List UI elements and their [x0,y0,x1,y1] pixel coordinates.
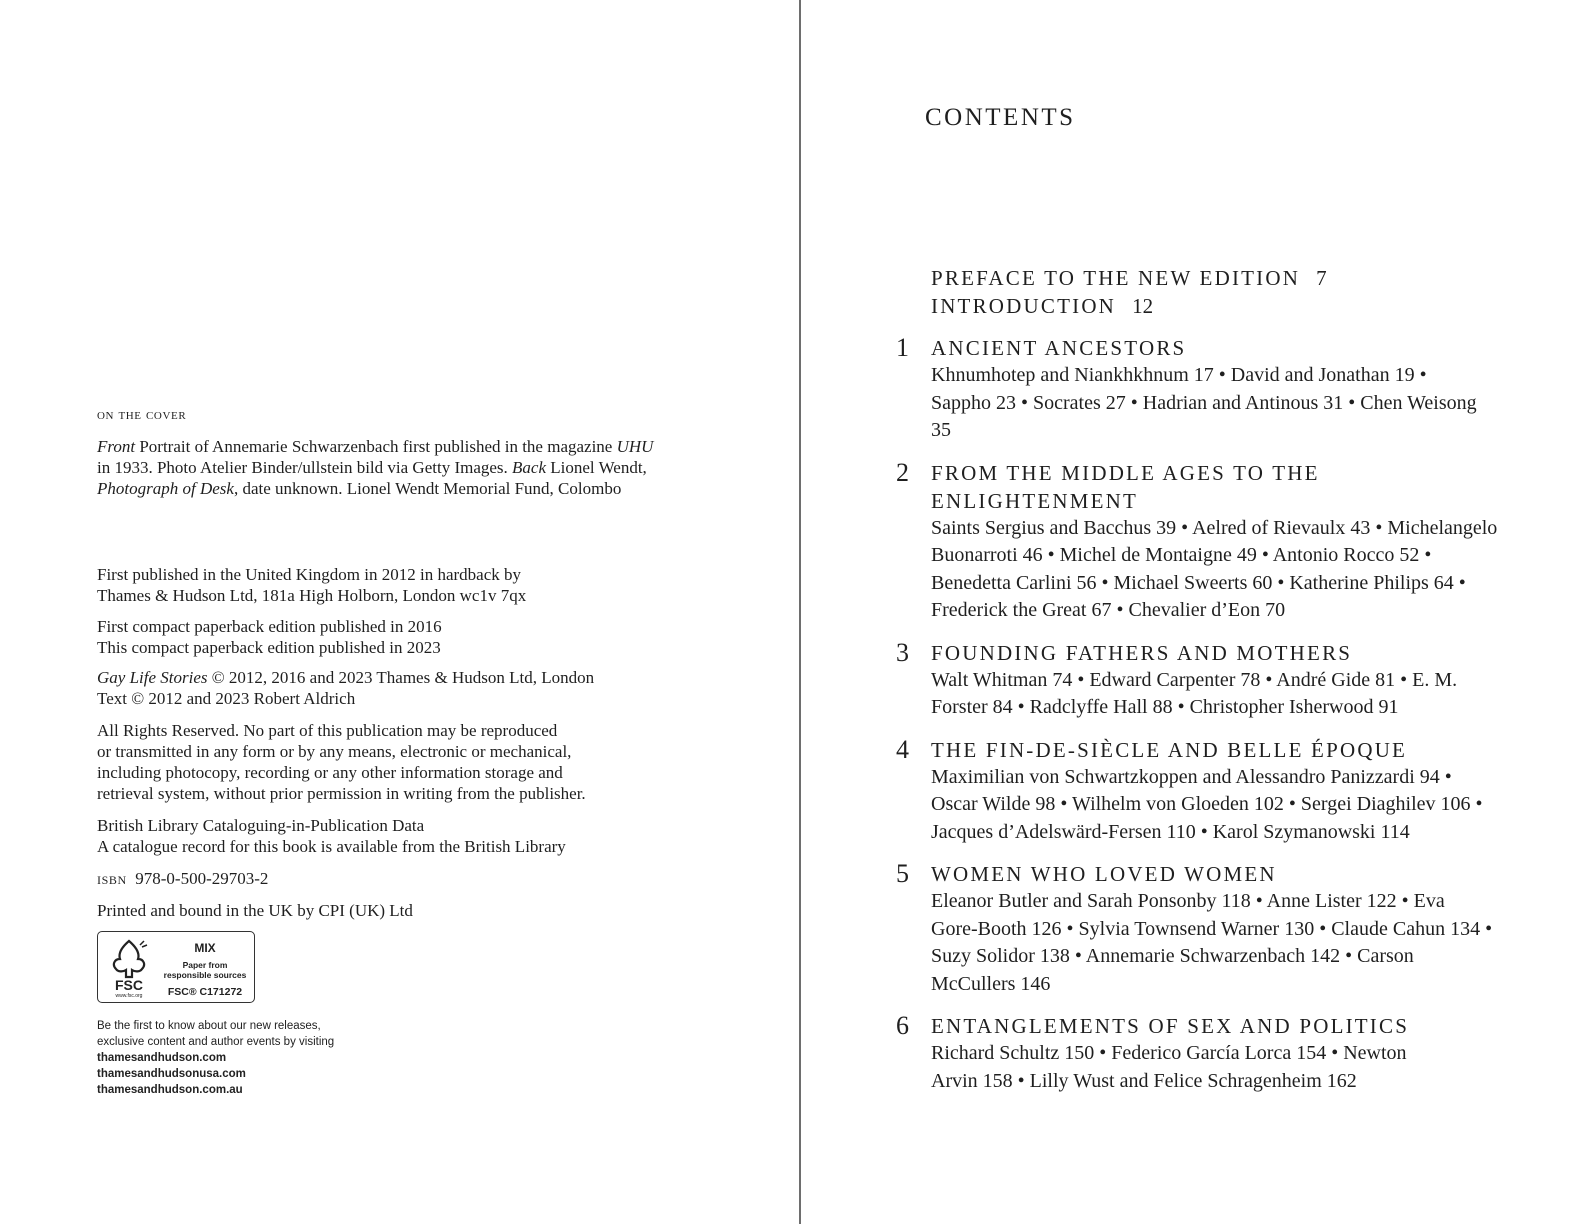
preface-page: 7 [1316,266,1327,290]
chapter-entries: Eleanor Butler and Sarah Ponsonby 118 • Anne Lister 122 • Eva Gore-Booth 126 • Sylvia Townsend Warner 130 • Claude Cahun 134 • Suzy Solidor 138 • Annemarie Schwarzenbach 142 • Carson McCullers 146 [931,890,1493,995]
printer-info: Printed and bound in the UK by CPI (UK) Ltd [97,901,413,920]
introduction-page: 12 [1132,294,1154,318]
front-matter [896,264,1556,320]
published-line2: Thames & Hudson Ltd, 181a High Holborn, London wc1v 7qx [97,586,527,605]
toc-chapter-4 [896,736,1556,847]
website-link-usa[interactable]: thamesandhudsonusa.com [97,1068,246,1080]
chapter-entries: Khnumhotep and Niankhkhnum 17 • David and Jonathan 19 • Sappho 23 • Socrates 27 • Hadrian and Antinous 31 • Chen Weisong 35 [931,364,1477,441]
british-library-info [97,815,657,857]
chapter-number: 4 [896,734,909,764]
copyright-text: © 2012, 2016 and 2023 Thames & Hudson Ltd, London [207,668,595,687]
toc-entry-introduction [931,292,1556,320]
toc-chapter-2 [896,459,1556,625]
chapter-title: FOUNDING FATHERS AND MOTHERS [931,640,1353,665]
cover-credits [97,436,657,499]
chapter-entries: Maximilian von Schwartzkoppen and Alessandro Panizzardi 94 • Oscar Wilde 98 • Wilhelm von Gloeden 102 • Sergei Diaghilev 106 • Jacques d’Adelswärd-Fersen 110 • Karol Szymanowski 114 [931,765,1483,843]
cover-back-work: Photograph of Desk [97,479,234,498]
copyright-title: Gay Life Stories [97,668,208,687]
chapter-title: ANCIENT ANCESTORS [931,336,1187,360]
promo-line2: exclusive content and author events by visiting [97,1036,335,1048]
isbn-label: isbn [97,869,127,888]
chapter-number: 5 [896,859,909,888]
fsc-brand: FSC [115,977,143,993]
cover-front-label: Front [97,437,136,456]
cover-back-label: Back [512,458,547,477]
promo-line1: Be the first to know about our new releases, [97,1020,321,1032]
preface-title: PREFACE TO THE NEW EDITION [931,266,1301,290]
fsc-code: FSC® C171272 [167,986,243,998]
introduction-title: INTRODUCTION [931,294,1117,318]
fsc-paper-line1: Paper from [182,960,228,970]
cover-front-text: Portrait of Annemarie Schwarzenbach first published in the magazine [135,437,617,456]
bl-line2: A catalogue record for this book is available from the British Library [97,837,566,856]
rights-line2: or transmitted in any form or by any means, electronic or mechanical, [97,742,572,761]
toc-chapter-3 [896,639,1556,722]
cover-back-text: Lionel Wendt, [546,458,647,477]
rights-line4: retrieval system, without prior permission in writing from the publisher. [97,784,586,803]
edition-info [97,616,657,658]
published-line1: First published in the United Kingdom in 2012 in hardback by [97,565,522,584]
rights-statement [97,720,657,804]
chapter-entries: Walt Whitman 74 • Edward Carpenter 78 • André Gide 81 • E. M. Forster 84 • Radclyffe Hall 88 • Christopher Isherwood 91 [931,668,1458,718]
toc-chapter-1 [896,334,1556,445]
table-of-contents [896,264,1556,1109]
chapter-number: 6 [896,1011,909,1040]
fsc-mix-label: MIX [194,941,216,955]
fsc-certification-badge [97,931,255,1003]
fsc-paper-line2: responsible sources [163,970,247,980]
chapter-entries: Saints Sergius and Bacchus 39 • Aelred of Rievaulx 43 • Michelangelo Buonarroti 46 • Michel de Montaigne 49 • Antonio Rocco 52 • Benedetta Carlini 56 • Michael Sweerts 60 • Katherine Philips 64 • Frederick the Great 67 • Chevalier d’Eon 70 [931,516,1498,621]
fsc-tree-logo-icon [104,937,154,999]
chapter-number: 1 [896,333,909,362]
isbn-value: 978-0-500-29703-2 [135,869,269,888]
cover-heading: on the cover [97,407,187,423]
contents-title: CONTENTS [925,104,1076,131]
toc-chapter-6 [896,1012,1556,1095]
chapter-title: ENTANGLEMENTS OF SEX AND POLITICS [931,1014,1410,1038]
cover-front-text2: in 1933. Photo Atelier Binder/ullstein bild via Getty Images. [97,458,513,477]
fsc-site: www.fsc.org [115,993,143,999]
chapter-title: FROM THE MIDDLE AGES TO THE ENLIGHTENMENT [931,460,1320,513]
fsc-paper-text [160,960,250,980]
rights-line3: including photocopy, recording or any other information storage and [97,763,563,782]
rights-line1: All Rights Reserved. No part of this publication may be reproduced [97,721,558,740]
chapter-number: 2 [896,457,909,487]
bl-line1: British Library Cataloguing-in-Publication Data [97,816,425,835]
website-link-au[interactable]: thamesandhudson.com.au [97,1084,243,1096]
isbn [97,868,268,889]
chapter-title: THE FIN-DE-SIÈCLE AND BELLE ÉPOQUE [931,737,1408,762]
cover-back-text2: , date unknown. Lionel Wendt Memorial Fund, Colombo [233,479,622,498]
text-copyright: Text © 2012 and 2023 Robert Aldrich [97,689,356,708]
cover-magazine: UHU [616,437,654,456]
website-link[interactable]: thamesandhudson.com [97,1052,227,1064]
publisher-websites [97,1018,334,1098]
chapter-entries: Richard Schultz 150 • Federico García Lorca 154 • Newton Arvin 158 • Lilly Wust and Felice Schragenheim 162 [931,1042,1407,1092]
toc-chapter-5 [896,860,1556,998]
chapter-number: 3 [896,637,909,667]
copyright-notice [97,667,657,709]
toc-entry-preface [931,264,1556,292]
compact-line1: First compact paperback edition published in 2016 [97,617,442,636]
compact-line2: This compact paperback edition published in 2023 [97,638,441,657]
chapter-title: WOMEN WHO LOVED WOMEN [931,862,1277,886]
publication-info [97,564,657,606]
contents-page [801,0,1596,1224]
